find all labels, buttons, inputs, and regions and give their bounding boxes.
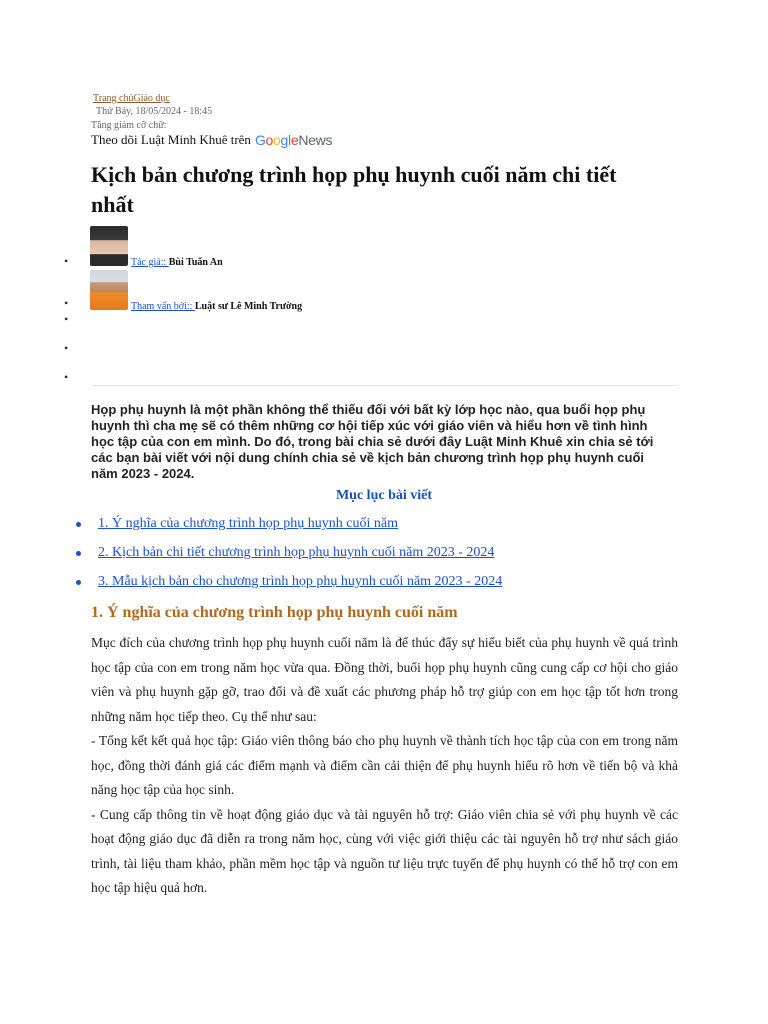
- breadcrumb-home-link[interactable]: Trang chủ: [93, 93, 134, 104]
- follow-text: Theo dõi Luật Minh Khuê trên: [91, 132, 251, 147]
- paragraph: - Tổng kết kết quả học tập: Giáo viên thông báo cho phụ huynh về thành tích học tập của con em trong năm học, đồng thời đánh giá các điểm mạnh và điểm cần cải thiện để phụ huynh hiểu rõ hơn về tiến bộ và khả năng học tập của học sinh.: [91, 733, 678, 797]
- list-bullet: •: [64, 312, 69, 326]
- reviewer-item: [90, 270, 390, 312]
- divider: [91, 385, 678, 386]
- publish-date: Thứ Bảy, 18/05/2024 - 18:45: [96, 106, 213, 117]
- article-lead: Họp phụ huynh là một phần không thể thiếu đối với bất kỳ lớp học nào, qua buổi họp phụ huynh thì cha mẹ sẽ có thêm những cơ hội tiếp xúc với giáo viên và hiểu hơn về tình hình học tập của con em mình. Do đó, trong bài chia sẻ dưới đây Luật Minh Khuê xin chia sẻ tới các bạn bài viết với nội dung chính chia sẻ về kịch bản chương trình họp phụ huynh cuối năm 2023 - 2024.: [91, 402, 654, 481]
- bullet-icon: [76, 551, 81, 556]
- author-item: [90, 226, 390, 268]
- section-body: [91, 631, 678, 901]
- paragraph: - Cung cấp thông tin về hoạt động giáo dục và tài nguyên hỗ trợ: Giáo viên chia sẻ với phụ huynh về các hoạt động giáo dục đã diễn ra trong năm học, cùng với việc giới thiệu các tài nguyên hỗ trợ như sách giáo trình, tài liệu tham khảo, phần mềm học tập và nguồn tư liệu trực tuyến để phụ huynh có thể hỗ trợ con em học tập hiệu quả hơn.: [91, 806, 678, 895]
- avatar: [90, 270, 128, 310]
- breadcrumb-category-link[interactable]: Giáo dục: [133, 93, 170, 104]
- reviewer-name: Luật sư Lê Minh Trường: [194, 301, 303, 312]
- section-heading: 1. Ý nghĩa của chương trình họp phụ huynh cuối năm: [91, 604, 458, 621]
- toc-link-2[interactable]: 2. Kịch bản chi tiết chương trình họp phụ huynh cuối năm 2023 - 2024: [98, 545, 495, 560]
- toc-link-3[interactable]: 3. Mẫu kịch bản cho chương trình họp phụ huynh cuối năm 2023 - 2024: [98, 574, 503, 589]
- author-name: Bùi Tuấn An: [168, 257, 223, 268]
- toc-title: Mục lục bài viết: [335, 488, 433, 503]
- list-bullet: •: [64, 254, 69, 268]
- follow-google-news[interactable]: [91, 132, 332, 148]
- author-label-link[interactable]: Tác giả::: [131, 257, 169, 268]
- list-bullet: •: [64, 341, 69, 355]
- toc-link-1[interactable]: 1. Ý nghĩa của chương trình họp phụ huynh cuối năm: [98, 516, 398, 531]
- bullet-icon: [76, 580, 81, 585]
- list-bullet: •: [64, 370, 69, 384]
- article-title: Kịch bản chương trình họp phụ huynh cuối năm chi tiết nhất: [91, 162, 617, 217]
- bullet-icon: [76, 522, 81, 527]
- breadcrumb: [93, 93, 170, 104]
- paragraph: Mục đích của chương trình họp phụ huynh cuối năm là để thúc đẩy sự hiểu biết của phụ huynh về quá trình học tập của con em trong năm học vừa qua. Đồng thời, buổi họp phụ huynh cũng cung cấp cơ hội cho giáo viên và phụ huynh gặp gỡ, trao đổi và đề xuất các phương pháp hỗ trợ giúp con em học tập tốt hơn trong những năm học tiếp theo. Cụ thể như sau:: [91, 635, 678, 724]
- reviewer-label-link[interactable]: Tham vấn bởi::: [131, 301, 195, 312]
- font-size-control[interactable]: Tăng giảm cỡ chữ:: [91, 120, 167, 131]
- avatar: [90, 226, 128, 266]
- google-news-logo[interactable]: GoogleNews: [254, 132, 333, 148]
- list-bullet: •: [64, 296, 69, 310]
